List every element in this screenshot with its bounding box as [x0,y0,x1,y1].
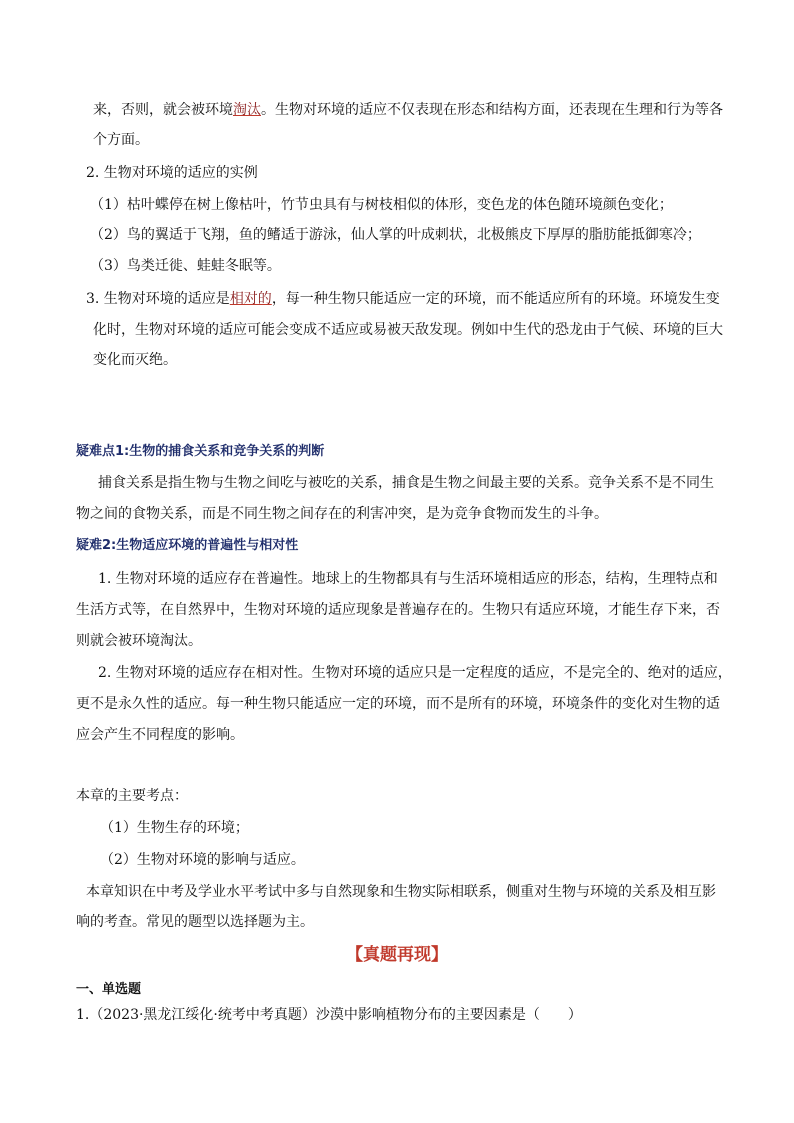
paragraph-line: 更不是永久性的适应。每一种生物只能适应一定的环境，而不是所有的环境，环境条件的变化对生物的适 [76,696,720,712]
difficulty-heading-1: 疑难点1:生物的捕食关系和竞争关系的判断 [76,444,325,459]
paragraph-line: 则就会被环境淘汰。 [76,633,202,649]
paragraph-line: 响的考查。常见的题型以选择题为主。 [76,914,314,930]
underlined-term-eliminated: 淘汰 [233,102,261,118]
underlined-term-relative: 相对的 [229,291,272,307]
difficulty-heading-2: 疑难2:生物适应环境的普遍性与相对性 [76,538,299,553]
paragraph-line: 1. 生物对环境的适应存在普遍性。地球上的生物都具有与生活环境相适应的形态，结构，生理特点和 [98,571,718,587]
list-item: （2）生物对环境的影响与适应。 [100,852,305,868]
list-item: （2）鸟的翼适于飞翔，鱼的鳍适于游泳，仙人掌的叶成刺状，北极熊皮下厚厚的脂肪能抵御寒冷； [90,227,701,243]
subheading-adaptation-examples: 2. 生物对环境的适应的实例 [86,165,258,181]
list-item: （3）鸟类迁徙、蛙蛙冬眠等。 [90,258,281,274]
exam-section-title: 【真题再现】 [346,945,448,965]
paragraph-line: 物之间的食物关系，而是不同生物之间存在的利害冲突，是为竞争食物而发生的斗争。 [76,506,608,522]
paragraph-line: 个方面。 [93,132,149,148]
paragraph-line: 生活方式等，在自然界中，生物对环境的适应现象是普遍存在的。生物只有适应环境，才能生存下来，否 [76,602,720,618]
paragraph-adaptation-intro: 来，否则，就会被环境淘汰。生物对环境的适应不仅表现在形态和结构方面，还表现在生理和行为等各 [93,102,723,118]
paragraph-line: 2. 生物对环境的适应存在相对性。生物对环境的适应只是一定程度的适应，不是完全的、绝对的适应， [98,665,732,681]
list-item: （1）生物生存的环境； [100,820,249,836]
paragraph-line: 化时，生物对环境的适应可能会变成不适应或易被天敌发现。例如中生代的恐龙由于气候、环境的巨大 [93,322,723,338]
question-type-heading: 一、单选题 [76,982,142,997]
list-item: （1）枯叶蝶停在树上像枯叶，竹节虫具有与树枝相似的体形，变色龙的体色随环境颜色变化； [90,197,673,213]
key-points-heading: 本章的主要考点： [76,788,188,804]
paragraph-line: 本章知识在中考及学业水平考试中多与自然现象和生物实际相联系，侧重对生物与环境的关系及相互影 [86,884,716,900]
paragraph-relativity: 3. 生物对环境的适应是相对的，每一种生物只能适应一定的环境，而不能适应所有的环境。环境发生变 [86,291,720,307]
paragraph-line: 应会产生不同程度的影响。 [76,727,244,743]
paragraph-line: 捕食关系是指生物与生物之间吃与被吃的关系，捕食是生物之间最主要的关系。竞争关系不是不同生 [98,475,714,491]
question-1: 1.（2023·黑龙江绥化·统考中考真题）沙漠中影响植物分布的主要因素是（ ） [76,1007,582,1023]
paragraph-line: 变化而灭绝。 [93,352,177,368]
